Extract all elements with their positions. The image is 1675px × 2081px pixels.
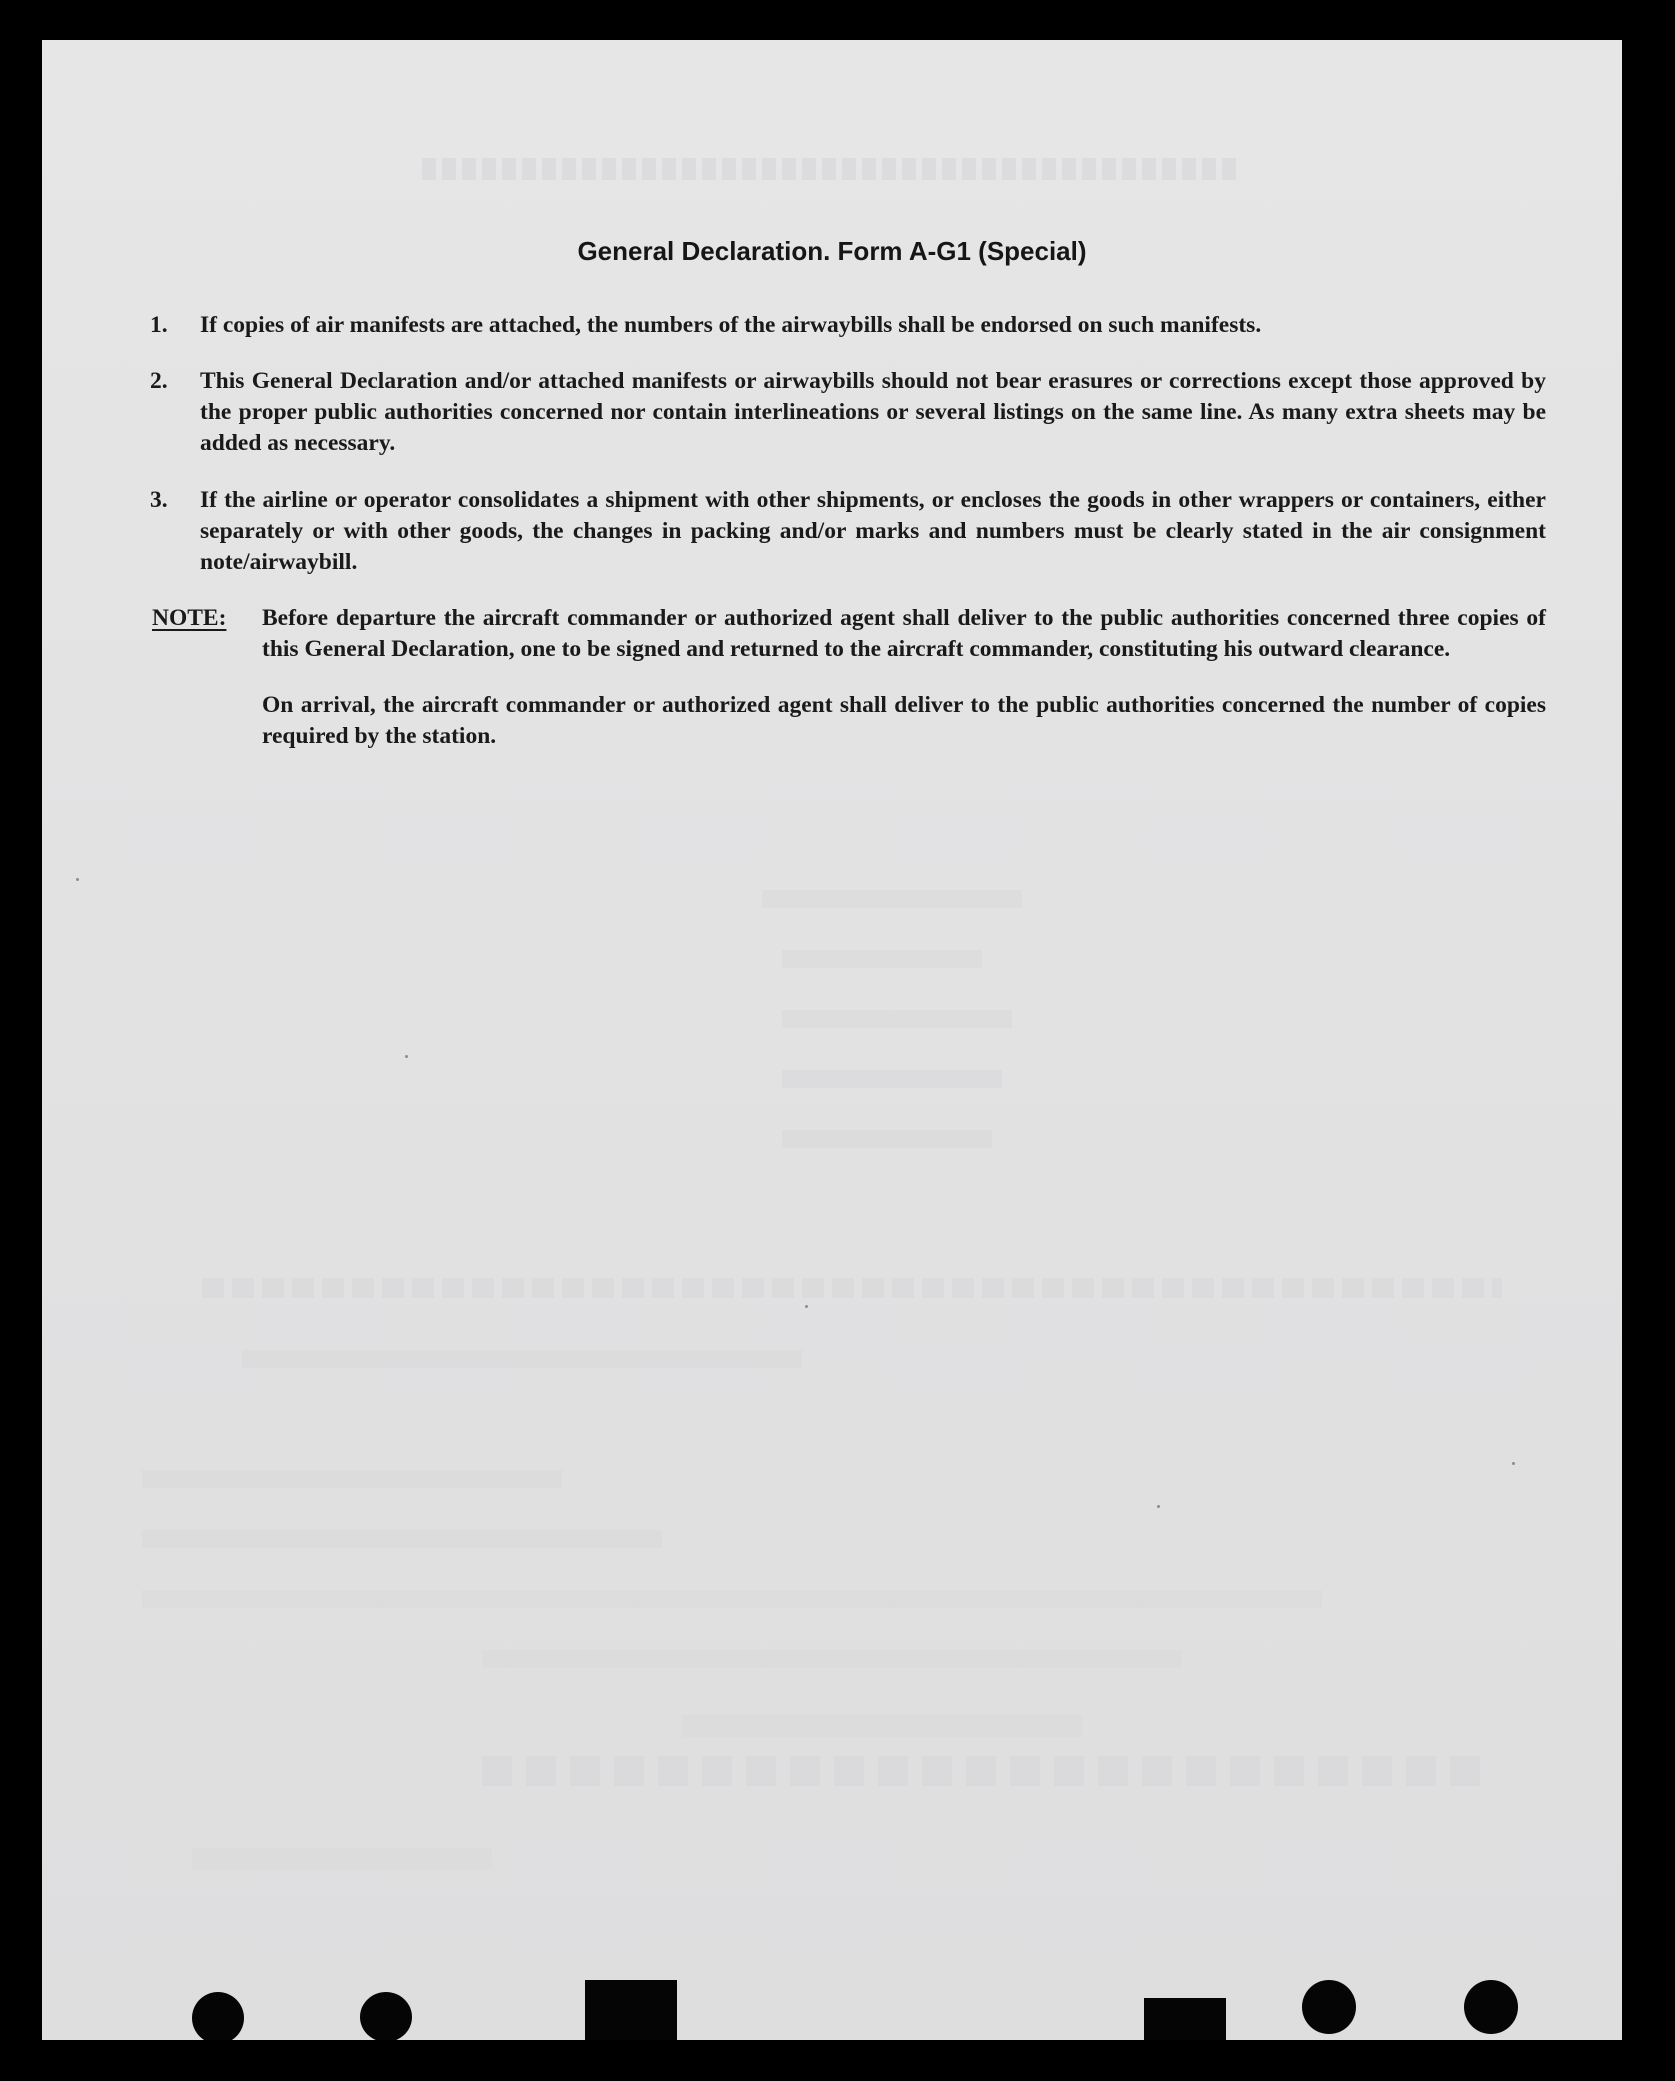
document-title: General Declaration. Form A-G1 (Special) xyxy=(577,236,1087,266)
dust-speck xyxy=(405,1055,408,1058)
item-number: 2. xyxy=(150,368,168,394)
list-item xyxy=(150,310,1546,341)
list-item xyxy=(150,485,1546,578)
bleed-through-line xyxy=(142,1470,562,1488)
note-paragraph: On arrival, the aircraft commander or authorized agent shall deliver to the public authorities concerned the number of copies required by the station. xyxy=(262,692,1546,749)
binder-tab xyxy=(1144,1998,1226,2040)
list-item xyxy=(150,366,1546,459)
binder-tab xyxy=(585,1980,677,2040)
bleed-through-line xyxy=(192,1848,492,1870)
bleed-through-line xyxy=(782,1070,1002,1088)
punch-hole xyxy=(360,1992,412,2040)
bleed-through-line xyxy=(422,158,1242,180)
bleed-through-line xyxy=(242,1350,802,1368)
bleed-through-line xyxy=(782,1130,992,1148)
note-paragraph: Before departure the aircraft commander or authorized agent shall deliver to the public authorities concerned three copies of this General Declaration, one to be signed and returned to the aircraft commander, constituting his outward clearance. xyxy=(262,605,1546,662)
punch-hole xyxy=(1302,1980,1356,2034)
dust-speck xyxy=(1157,1505,1160,1508)
bleed-through-line xyxy=(762,890,1022,908)
note-label: NOTE: xyxy=(152,605,227,631)
punch-hole xyxy=(192,1992,244,2040)
item-text: If copies of air manifests are attached, the numbers of the airwaybills shall be endorsed on such manifests. xyxy=(200,312,1262,338)
item-number: 3. xyxy=(150,487,168,513)
bleed-through-line xyxy=(682,1715,1082,1737)
item-text: This General Declaration and/or attached manifests or airwaybills should not bear erasures or corrections except those approved by the proper public authorities concerned nor contain interlineations or several listings on the same line. As many extra sheets may be added as necessary. xyxy=(200,368,1546,456)
bleed-through-line xyxy=(142,1590,1322,1608)
bleed-through-line xyxy=(482,1756,1482,1786)
bleed-through-line xyxy=(782,1010,1012,1028)
bleed-through-line xyxy=(202,1278,1502,1298)
dust-speck xyxy=(805,1305,808,1308)
punch-hole xyxy=(1464,1980,1518,2034)
item-number: 1. xyxy=(150,312,168,338)
bleed-through-line xyxy=(782,950,982,968)
note-section xyxy=(152,603,1546,752)
bleed-through-line xyxy=(482,1650,1182,1668)
dust-speck xyxy=(1512,1462,1515,1465)
item-text: If the airline or operator consolidates a shipment with other shipments, or encloses the goods in other wrappers or containers, either separately or with other goods, the changes in packing and/or marks and numbers must be clearly stated in the air consignment note/airwaybill. xyxy=(200,487,1546,575)
dust-speck xyxy=(76,878,79,881)
bleed-through-line xyxy=(142,1530,662,1548)
document-page xyxy=(42,40,1622,2040)
